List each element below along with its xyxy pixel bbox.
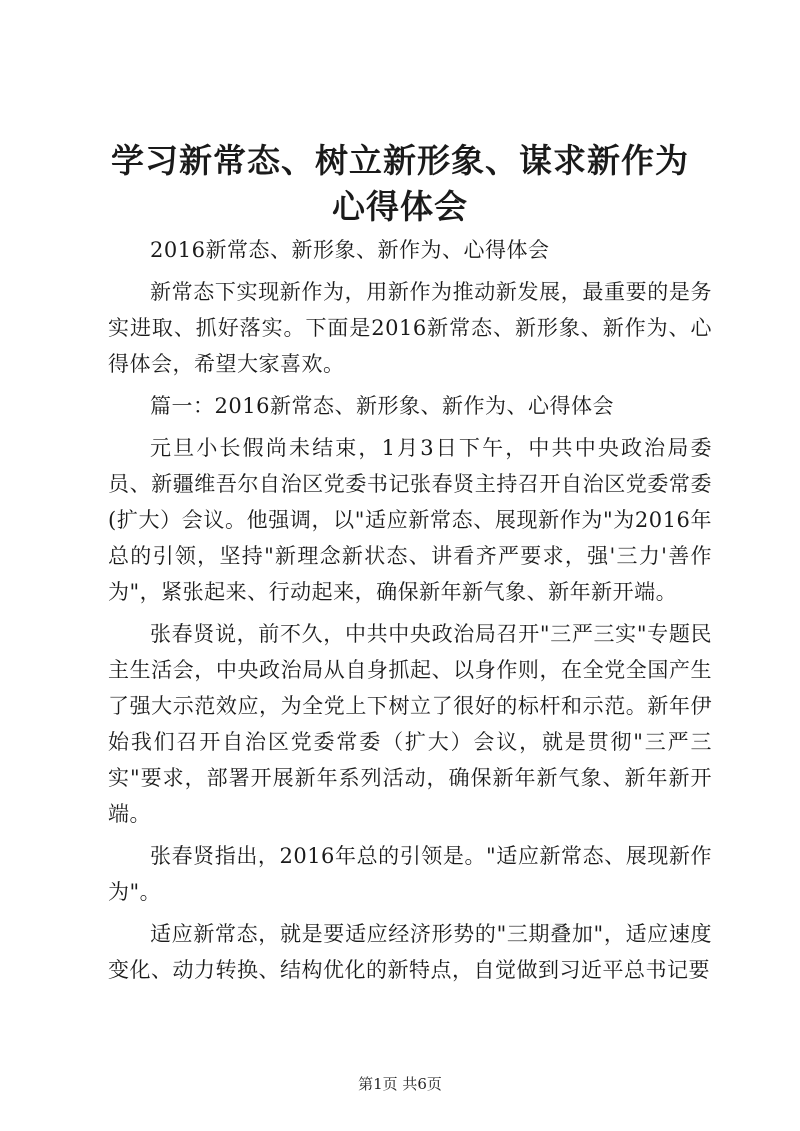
document-title: 学习新常态、树立新形象、谋求新作为心得体会 bbox=[111, 141, 689, 226]
paragraph: 张春贤指出，2016年总的引领是。"适应新常态、展现新作为"。 bbox=[108, 844, 712, 904]
paragraph-subtitle: 2016新常态、新形象、新作为、心得体会 bbox=[150, 238, 550, 262]
paragraph-intro: 新常态下实现新作为，用新作为推动新发展，最重要的是务实进取、抓好落实。下面是2016新常态、新形象、新作为、心得体会，希望大家喜欢。 bbox=[108, 280, 712, 376]
document-body bbox=[108, 232, 712, 994]
paragraph: 张春贤说，前不久，中共中央政治局召开"三严三实"专题民主生活会，中央政治局从自身抓起、以身作则，在全党全国产生了强大示范效应，为全党上下树立了很好的标杆和示范。新年伊始我们召开自治区党委常委（扩大）会议，就是贯彻"三严三实"要求，部署开展新年系列活动，确保新年新气象、新年新开端。 bbox=[108, 622, 712, 826]
paragraph-section-heading: 篇一：2016新常态、新形象、新作为、心得体会 bbox=[150, 394, 614, 418]
paragraph: 适应新常态，就是要适应经济形势的"三期叠加"，适应速度变化、动力转换、结构优化的新特点，自觉做到习近平总书记要 bbox=[108, 922, 712, 982]
paragraph: 元旦小长假尚未结束，1月3日下午，中共中央政治局委员、新疆维吾尔自治区党委书记张春贤主持召开自治区党委常委(扩大）会议。他强调，以"适应新常态、展现新作为"为2016年总的引领，坚持"新理念新状态、讲看齐严要求，强'三力'善作为"，紧张起来、行动起来，确保新年新气象、新年新开端。 bbox=[108, 436, 712, 604]
page-number-footer: 第1页 共6页 bbox=[358, 1075, 442, 1093]
